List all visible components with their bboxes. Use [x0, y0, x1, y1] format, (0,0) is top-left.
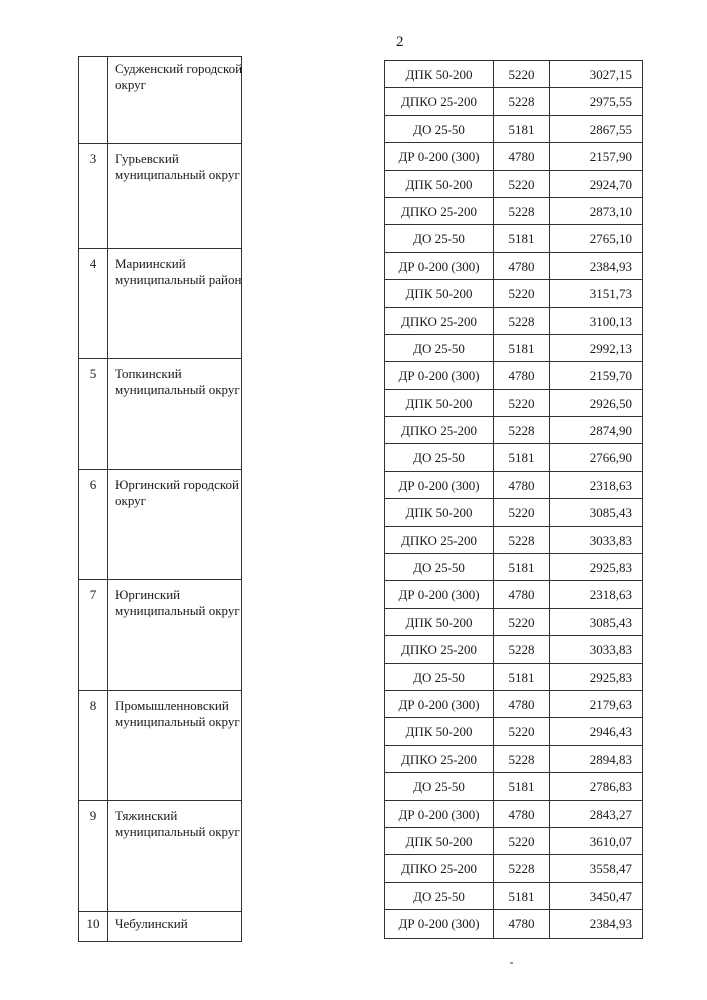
fuel-grade-cell: ДР 0-200 (300): [385, 691, 494, 717]
code-cell: 5228: [494, 746, 550, 772]
price-row: [385, 171, 642, 198]
price-cell: 3027,15: [589, 67, 632, 82]
price-cell: 2384,93: [589, 916, 632, 932]
code-cell: 5220: [494, 828, 550, 854]
code-cell: 5220: [494, 499, 550, 525]
price-cell: 2157,90: [589, 149, 632, 165]
price-row: [385, 61, 642, 88]
price-row: [385, 691, 642, 718]
code-cell: 5228: [494, 855, 550, 881]
price-cell: 2874,90: [589, 423, 632, 439]
price-cell: 2843,27: [589, 806, 632, 822]
price-cell: 3558,47: [589, 861, 632, 877]
code-cell: 5181: [494, 116, 550, 142]
price-row: [385, 253, 642, 280]
municipality-row: [79, 469, 241, 579]
price-cell: 3100,13: [589, 313, 632, 329]
fuel-grade-cell: ДПКО 25-200: [385, 88, 494, 114]
municipality-name: Гурьевский муниципальный округ: [115, 151, 240, 182]
municipality-row: [79, 358, 241, 469]
code-cell: 5181: [494, 554, 550, 580]
fuel-grade-cell: ДПК 50-200: [385, 280, 494, 306]
price-row: [385, 664, 642, 691]
code-cell: 5220: [494, 171, 550, 197]
price-cell: 3151,73: [589, 286, 632, 302]
row-divider: [79, 911, 241, 912]
price-row: [385, 910, 642, 937]
scan-artifact: [510, 962, 513, 964]
code-cell: 4780: [494, 472, 550, 498]
price-cell: 2384,93: [589, 258, 632, 274]
municipality-name: Юргинский муниципальный округ: [115, 587, 240, 618]
fuel-grade-cell: ДПК 50-200: [385, 609, 494, 635]
code-cell: 5228: [494, 636, 550, 662]
price-row: [385, 116, 642, 143]
row-number: 4: [89, 256, 97, 271]
price-row: [385, 417, 642, 444]
code-cell: 5228: [494, 198, 550, 224]
fuel-price-table: [384, 60, 643, 939]
price-row: [385, 773, 642, 800]
fuel-grade-cell: ДПК 50-200: [385, 718, 494, 744]
price-cell: 2946,43: [589, 724, 632, 740]
municipality-name: Мариинский муниципальный район: [115, 256, 242, 287]
code-cell: 5220: [494, 61, 550, 87]
code-cell: 5181: [494, 444, 550, 470]
fuel-grade-cell: ДР 0-200 (300): [385, 362, 494, 388]
code-cell: 5228: [494, 88, 550, 114]
code-cell: 4780: [494, 143, 550, 169]
price-row: [385, 198, 642, 225]
fuel-grade-cell: ДО 25-50: [385, 773, 494, 799]
price-cell: 2867,55: [589, 121, 632, 137]
municipality-name: Тяжинский муниципальный округ: [115, 808, 240, 839]
fuel-grade-cell: ДПКО 25-200: [385, 308, 494, 334]
municipality-name: Топкинский муниципальный округ: [115, 366, 240, 397]
fuel-grade-cell: ДР 0-200 (300): [385, 801, 494, 827]
price-cell: 2318,63: [589, 477, 632, 493]
price-cell: 2179,63: [589, 696, 632, 712]
fuel-grade-cell: ДПК 50-200: [385, 61, 494, 87]
price-cell: 3033,83: [589, 642, 632, 658]
code-cell: 4780: [494, 910, 550, 937]
row-number: 9: [89, 808, 97, 823]
price-cell: 2786,83: [589, 779, 632, 795]
price-cell: 2894,83: [589, 751, 632, 767]
price-cell: 3033,83: [589, 532, 632, 548]
row-divider: [79, 800, 241, 801]
municipality-row: [79, 143, 241, 248]
fuel-grade-cell: ДО 25-50: [385, 335, 494, 361]
price-cell: 2318,63: [589, 587, 632, 603]
code-cell: 4780: [494, 801, 550, 827]
row-divider: [79, 469, 241, 470]
fuel-grade-cell: ДО 25-50: [385, 883, 494, 909]
price-row: [385, 444, 642, 471]
page-number: 2: [396, 34, 404, 50]
fuel-grade-cell: ДО 25-50: [385, 664, 494, 690]
price-row: [385, 308, 642, 335]
row-number: 3: [89, 151, 97, 166]
price-row: [385, 828, 642, 855]
price-cell: 2159,70: [589, 368, 632, 384]
fuel-grade-cell: ДО 25-50: [385, 225, 494, 251]
code-cell: 5220: [494, 718, 550, 744]
row-divider: [79, 579, 241, 580]
fuel-grade-cell: ДО 25-50: [385, 554, 494, 580]
municipality-row: [79, 911, 241, 941]
row-divider: [79, 248, 241, 249]
price-cell: 2925,83: [589, 669, 632, 685]
fuel-grade-cell: ДР 0-200 (300): [385, 143, 494, 169]
code-cell: 5181: [494, 225, 550, 251]
code-cell: 4780: [494, 691, 550, 717]
code-cell: 5220: [494, 609, 550, 635]
price-cell: 2975,55: [589, 94, 632, 110]
price-row: [385, 280, 642, 307]
row-number: 8: [89, 698, 97, 713]
municipality-name: Судженский городской округ: [115, 61, 243, 92]
price-cell: 2925,83: [589, 560, 632, 576]
price-row: [385, 527, 642, 554]
row-number: 5: [89, 366, 97, 381]
fuel-grade-cell: ДПК 50-200: [385, 828, 494, 854]
price-row: [385, 362, 642, 389]
municipality-name: Промышленновский муниципальный округ: [115, 698, 240, 729]
price-row: [385, 554, 642, 581]
fuel-grade-cell: ДПК 50-200: [385, 171, 494, 197]
price-row: [385, 390, 642, 417]
fuel-grade-cell: ДПКО 25-200: [385, 746, 494, 772]
municipality-name: Юргинский городской округ: [115, 477, 239, 508]
municipality-row: [79, 57, 241, 143]
municipality-row: [79, 800, 241, 911]
row-divider: [79, 690, 241, 691]
municipality-row: [79, 579, 241, 690]
price-row: [385, 636, 642, 663]
price-cell: 2926,50: [589, 395, 632, 411]
price-row: [385, 88, 642, 115]
price-cell: 3085,43: [589, 505, 632, 521]
fuel-grade-cell: ДО 25-50: [385, 444, 494, 470]
fuel-grade-cell: ДПК 50-200: [385, 390, 494, 416]
price-row: [385, 609, 642, 636]
price-row: [385, 855, 642, 882]
fuel-grade-cell: ДПК 50-200: [385, 499, 494, 525]
fuel-grade-cell: ДР 0-200 (300): [385, 910, 494, 937]
price-cell: 3450,47: [589, 888, 632, 904]
code-cell: 4780: [494, 362, 550, 388]
price-cell: 2992,13: [589, 340, 632, 356]
fuel-grade-cell: ДР 0-200 (300): [385, 253, 494, 279]
price-row: [385, 746, 642, 773]
code-cell: 5220: [494, 280, 550, 306]
code-cell: 5220: [494, 390, 550, 416]
fuel-grade-cell: ДПКО 25-200: [385, 636, 494, 662]
fuel-grade-cell: ДПКО 25-200: [385, 417, 494, 443]
row-number: 10: [86, 916, 100, 931]
price-row: [385, 225, 642, 252]
row-number: 6: [89, 477, 97, 492]
code-cell: 5228: [494, 308, 550, 334]
price-cell: 2766,90: [589, 450, 632, 466]
price-cell: 2765,10: [589, 231, 632, 247]
row-divider: [79, 143, 241, 144]
fuel-grade-cell: ДПКО 25-200: [385, 198, 494, 224]
row-number: 7: [89, 587, 97, 602]
municipality-row: [79, 248, 241, 358]
price-row: [385, 472, 642, 499]
price-cell: 2924,70: [589, 176, 632, 192]
fuel-grade-cell: ДПКО 25-200: [385, 527, 494, 553]
price-row: [385, 718, 642, 745]
code-cell: 5228: [494, 417, 550, 443]
code-cell: 4780: [494, 581, 550, 607]
municipality-name: Чебулинский: [115, 916, 188, 931]
code-cell: 5181: [494, 664, 550, 690]
municipality-row: [79, 690, 241, 800]
fuel-grade-cell: ДПКО 25-200: [385, 855, 494, 881]
price-row: [385, 499, 642, 526]
code-cell: 5181: [494, 773, 550, 799]
price-row: [385, 581, 642, 608]
fuel-grade-cell: ДО 25-50: [385, 116, 494, 142]
code-cell: 5228: [494, 527, 550, 553]
price-cell: 2873,10: [589, 203, 632, 219]
price-row: [385, 143, 642, 170]
price-row: [385, 335, 642, 362]
price-row: [385, 801, 642, 828]
price-row: [385, 883, 642, 910]
price-cell: 3610,07: [589, 833, 632, 849]
municipality-table: [78, 56, 242, 942]
row-divider: [79, 358, 241, 359]
code-cell: 5181: [494, 883, 550, 909]
fuel-grade-cell: ДР 0-200 (300): [385, 472, 494, 498]
fuel-grade-cell: ДР 0-200 (300): [385, 581, 494, 607]
price-cell: 3085,43: [589, 614, 632, 630]
code-cell: 4780: [494, 253, 550, 279]
code-cell: 5181: [494, 335, 550, 361]
